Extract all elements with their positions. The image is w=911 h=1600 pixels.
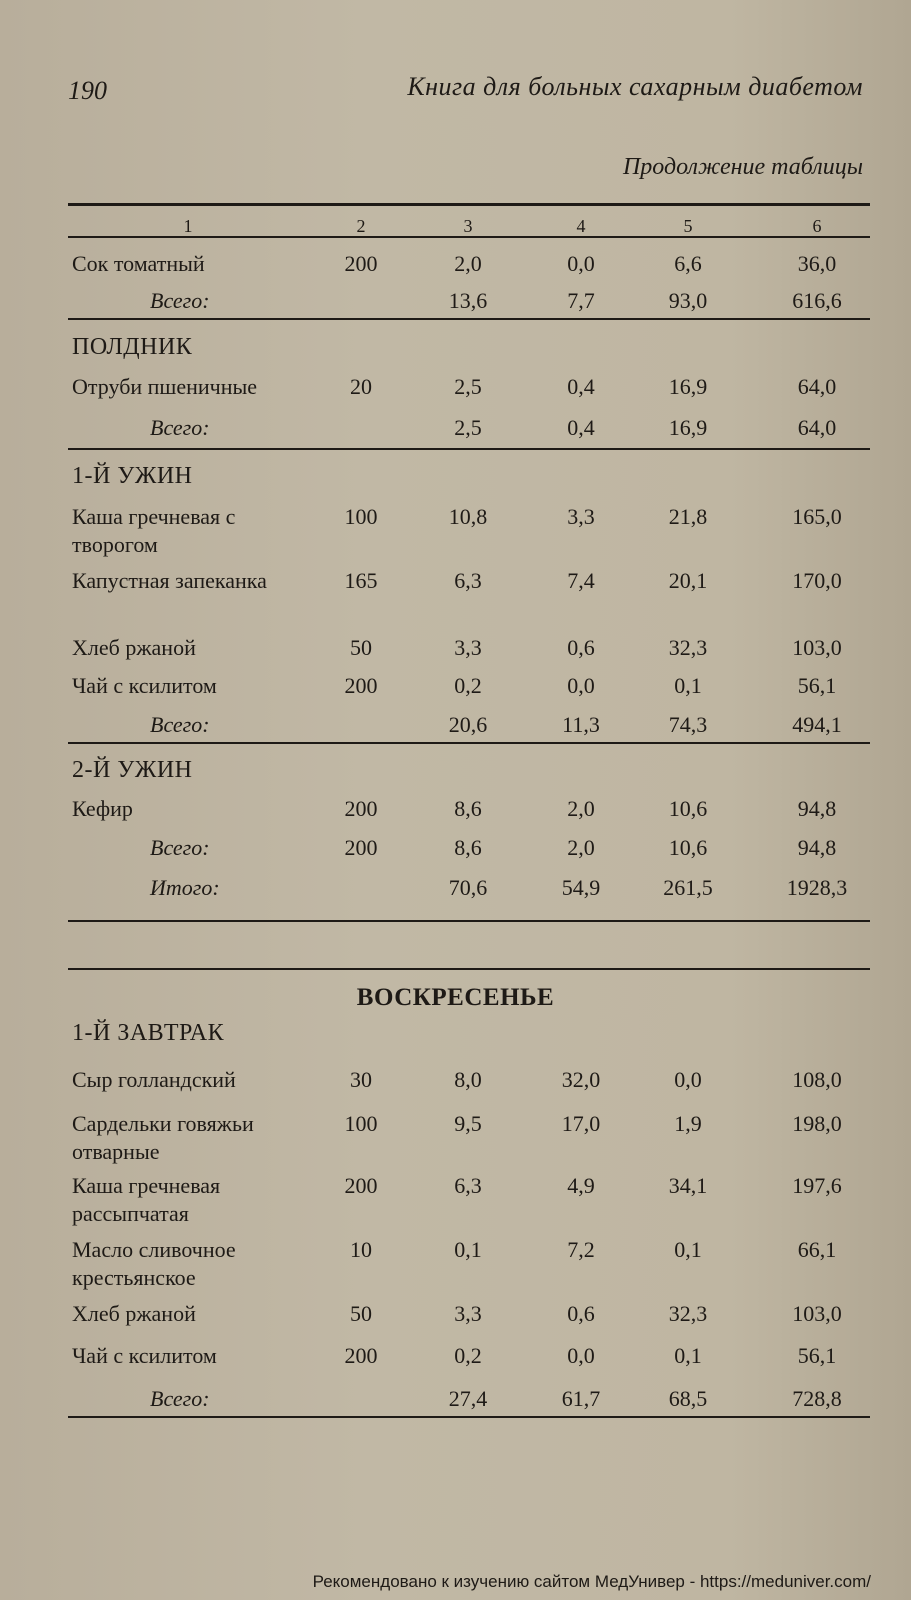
value-cell: 3,3 <box>567 504 595 529</box>
value-cell: 16,9 <box>668 374 708 399</box>
value-cell: 17,0 <box>561 1111 601 1136</box>
value-cell: 32,3 <box>668 635 708 660</box>
value-cell: 2,0 <box>567 796 595 821</box>
table-rule <box>68 448 870 450</box>
food-name-cell: Итого: <box>150 875 220 900</box>
food-name-cell: Хлеб ржаной <box>72 635 196 660</box>
value-cell: 64,0 <box>797 374 837 399</box>
value-cell: 198,0 <box>792 1111 842 1136</box>
food-name-cell: Чай с ксилитом <box>72 673 217 698</box>
value-cell: 11,3 <box>562 712 600 737</box>
running-title: Книга для больных сахарным диабетом <box>407 72 863 101</box>
value-cell: 0,2 <box>454 1343 482 1368</box>
value-cell: 616,6 <box>792 288 842 313</box>
food-name-cell: Чай с ксилитом <box>72 1343 217 1368</box>
table-row <box>68 567 870 627</box>
column-header: 3 <box>463 216 473 236</box>
value-cell: 200 <box>344 673 378 698</box>
value-cell: 0,4 <box>567 415 595 440</box>
value-cell: 54,9 <box>561 875 601 900</box>
value-cell: 7,4 <box>567 568 595 593</box>
value-cell: 728,8 <box>792 1386 842 1411</box>
food-name-cell: Всего: <box>150 1386 210 1411</box>
value-cell: 0,2 <box>454 673 482 698</box>
day-title: ВОСКРЕСЕНЬЕ <box>356 984 555 1011</box>
value-cell: 21,8 <box>668 504 708 529</box>
table-row <box>68 1110 870 1170</box>
value-cell: 0,6 <box>567 635 595 660</box>
value-cell: 32,0 <box>561 1067 601 1092</box>
value-cell: 56,1 <box>797 1343 837 1368</box>
value-cell: 32,3 <box>668 1301 708 1326</box>
value-cell: 165,0 <box>792 504 842 529</box>
value-cell: 197,6 <box>792 1173 842 1198</box>
value-cell: 494,1 <box>792 712 842 737</box>
table-rule <box>68 968 870 970</box>
value-cell: 30 <box>350 1067 372 1092</box>
food-name-cell: Всего: <box>150 712 210 737</box>
value-cell: 4,9 <box>567 1173 595 1198</box>
table-row <box>68 1236 870 1296</box>
value-cell: 0,4 <box>567 374 595 399</box>
value-cell: 10,8 <box>448 504 488 529</box>
value-cell: 200 <box>344 1173 378 1198</box>
value-cell: 27,4 <box>448 1386 488 1411</box>
value-cell: 0,0 <box>674 1067 702 1092</box>
value-cell: 50 <box>350 635 372 660</box>
page-header <box>68 72 863 112</box>
value-cell: 7,7 <box>567 288 595 313</box>
value-cell: 0,6 <box>567 1301 595 1326</box>
food-name-cell: Каша гречневая рассыпчатая <box>72 1173 221 1226</box>
table-header-row <box>68 212 870 236</box>
value-cell: 64,0 <box>797 415 837 440</box>
header-rule <box>68 236 870 238</box>
value-cell: 200 <box>344 835 378 860</box>
column-header: 4 <box>576 216 586 236</box>
value-cell: 94,8 <box>797 835 837 860</box>
value-cell: 103,0 <box>792 1301 842 1326</box>
value-cell: 0,1 <box>674 1237 702 1262</box>
table-rule <box>68 920 870 922</box>
value-cell: 66,1 <box>797 1237 837 1262</box>
value-cell: 13,6 <box>448 288 488 313</box>
value-cell: 20 <box>350 374 372 399</box>
value-cell: 170,0 <box>792 568 842 593</box>
food-name-cell: Отруби пшеничные <box>72 374 258 399</box>
table-row <box>68 503 870 563</box>
table-total-row <box>68 874 870 934</box>
value-cell: 8,6 <box>454 835 482 860</box>
value-cell: 34,1 <box>668 1173 708 1198</box>
meal-section-heading: 2-Й УЖИН <box>72 757 193 783</box>
food-name-cell: Сок томатный <box>72 251 205 276</box>
value-cell: 36,0 <box>797 251 837 276</box>
value-cell: 2,0 <box>454 251 482 276</box>
meal-section-heading: 1-Й УЖИН <box>72 463 193 489</box>
value-cell: 10 <box>350 1237 372 1262</box>
value-cell: 93,0 <box>668 288 708 313</box>
value-cell: 0,0 <box>567 251 595 276</box>
value-cell: 0,1 <box>674 673 702 698</box>
value-cell: 261,5 <box>663 875 713 900</box>
value-cell: 7,2 <box>567 1237 595 1262</box>
value-cell: 1928,3 <box>786 875 848 900</box>
watermark-footer: Рекомендовано к изучению сайтом МедУнивер - https://meduniver.com/ <box>312 1572 871 1591</box>
value-cell: 0,1 <box>674 1343 702 1368</box>
value-cell: 3,3 <box>454 635 482 660</box>
table-total-row <box>68 1385 870 1445</box>
value-cell: 10,6 <box>668 835 708 860</box>
food-name-cell: Сардельки говяжьи отварные <box>72 1111 254 1164</box>
table-rule <box>68 1416 870 1418</box>
value-cell: 6,3 <box>454 1173 482 1198</box>
value-cell: 6,6 <box>674 251 702 276</box>
value-cell: 50 <box>350 1301 372 1326</box>
value-cell: 200 <box>344 1343 378 1368</box>
value-cell: 8,6 <box>454 796 482 821</box>
food-name-cell: Всего: <box>150 835 210 860</box>
food-name-cell: Капустная запеканка <box>72 568 267 593</box>
table-rule <box>68 742 870 744</box>
food-name-cell: Хлеб ржаной <box>72 1301 196 1326</box>
value-cell: 100 <box>344 504 378 529</box>
value-cell: 16,9 <box>668 415 708 440</box>
column-header: 5 <box>683 216 693 236</box>
food-name-cell: Кефир <box>72 796 133 821</box>
food-name-cell: Масло сливочное крестьянское <box>72 1237 236 1290</box>
value-cell: 0,1 <box>454 1237 482 1262</box>
meal-section-heading: ПОЛДНИК <box>72 334 193 360</box>
value-cell: 8,0 <box>454 1067 482 1092</box>
value-cell: 100 <box>344 1111 378 1136</box>
value-cell: 94,8 <box>797 796 837 821</box>
column-header: 1 <box>183 216 193 236</box>
value-cell: 2,5 <box>454 415 482 440</box>
value-cell: 6,3 <box>454 568 482 593</box>
value-cell: 70,6 <box>448 875 488 900</box>
value-cell: 56,1 <box>797 673 837 698</box>
value-cell: 200 <box>344 251 378 276</box>
table-continuation-label: Продолжение таблицы <box>622 154 863 180</box>
value-cell: 20,1 <box>668 568 708 593</box>
page-number: 190 <box>68 76 107 105</box>
value-cell: 3,3 <box>454 1301 482 1326</box>
value-cell: 1,9 <box>674 1111 702 1136</box>
value-cell: 200 <box>344 796 378 821</box>
column-header: 2 <box>356 216 366 236</box>
value-cell: 20,6 <box>448 712 488 737</box>
value-cell: 0,0 <box>567 1343 595 1368</box>
value-cell: 108,0 <box>792 1067 842 1092</box>
value-cell: 61,7 <box>561 1386 601 1411</box>
food-name-cell: Сыр голландский <box>72 1067 236 1092</box>
meal-section-heading: 1-Й ЗАВТРАК <box>72 1020 225 1046</box>
value-cell: 2,0 <box>567 835 595 860</box>
value-cell: 74,3 <box>668 712 708 737</box>
value-cell: 165 <box>344 568 378 593</box>
food-name-cell: Каша гречневая с творогом <box>72 504 236 557</box>
food-name-cell: Всего: <box>150 415 210 440</box>
value-cell: 10,6 <box>668 796 708 821</box>
value-cell: 0,0 <box>567 673 595 698</box>
value-cell: 68,5 <box>668 1386 708 1411</box>
value-cell: 103,0 <box>792 635 842 660</box>
table-top-rule <box>68 203 870 206</box>
table-row <box>68 1172 870 1232</box>
value-cell: 9,5 <box>454 1111 482 1136</box>
value-cell: 2,5 <box>454 374 482 399</box>
column-header: 6 <box>812 216 822 236</box>
table-rule <box>68 318 870 320</box>
food-name-cell: Всего: <box>150 288 210 313</box>
